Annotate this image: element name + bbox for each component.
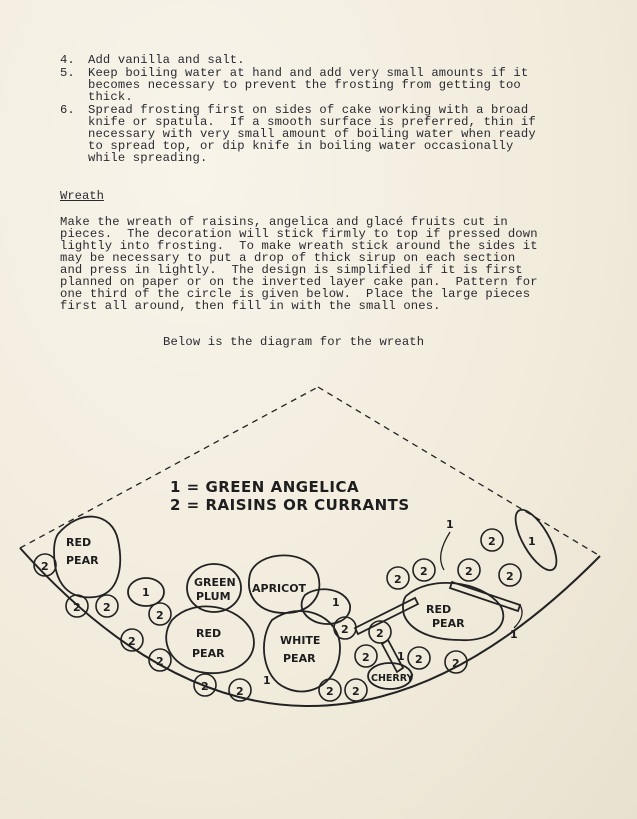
mark-two: 2 [156,655,164,668]
paragraph-line: lightly into frosting. To make wreath stick around the sides it [60,239,538,253]
mark-two: 2 [415,653,423,666]
diagram-caption: Below is the diagram for the wreath [163,335,425,349]
wreath-heading: Wreath [60,189,104,203]
mark-two: 2 [488,535,496,548]
mark-two: 2 [465,565,473,578]
mark-one: 1 [263,674,271,687]
mark-two: 2 [41,560,49,573]
mark-two: 2 [506,570,514,583]
mark-two: 2 [420,565,428,578]
step-line: to spread top, or dip knife in boiling water occasionally [88,139,514,153]
step-line: Spread frosting first on sides of cake working with a broad [88,103,529,117]
white-pear-label: PEAR [283,652,316,665]
mark-two: 2 [156,609,164,622]
mark-two: 2 [394,573,402,586]
legend-line: 2 = RAISINS OR CURRANTS [170,496,410,514]
mark-two: 2 [103,601,111,614]
mark-two: 2 [341,623,349,636]
sector-outline [20,387,600,556]
mark-one: 1 [397,650,405,663]
mark-one: 1 [510,628,518,641]
step-number: 4. [60,53,75,67]
mark-one: 1 [528,535,536,548]
mark-two: 2 [236,685,244,698]
mark-two: 2 [452,657,460,670]
cherry-label: CHERRY [371,673,414,684]
red-pear-left-label: RED [66,536,92,549]
step-line: Add vanilla and salt. [88,53,245,67]
step-line: becomes necessary to prevent the frosting from getting too [88,78,521,92]
step-line: knife or spatula. If a smooth surface is preferred, thin if [88,115,536,129]
legend-line: 1 = GREEN ANGELICA [170,478,360,496]
red-pear-right-shape [403,583,503,640]
angelica-strip-shape [355,598,418,634]
pointer-line [441,532,450,570]
step-line: while spreading. [88,151,208,165]
mark-two: 2 [352,685,360,698]
paragraph-line: first all around, then fill in with the small ones. [60,299,441,313]
paragraph-line: planned on paper or on the inverted layer cake pan. Pattern for [60,275,538,289]
apricot-label: APRICOT [252,582,307,595]
red-pear-left-label: PEAR [66,554,99,567]
step-line: Keep boiling water at hand and add very small amounts if it [88,66,529,80]
step-line: necessary with very small amount of boiling water when ready [88,127,536,141]
paragraph-line: may be necessary to put a drop of thick sirup on each section [60,251,516,265]
red-pear-mid-label: RED [196,627,222,640]
red-pear-right-label: RED [426,603,452,616]
mark-two: 2 [376,627,384,640]
paragraph-line: Make the wreath of raisins, angelica and glacé fruits cut in [60,215,508,229]
paragraph-line: and press in lightly. The design is simplified if it is first [60,263,523,277]
mark-one: 1 [142,586,150,599]
mark-one: 1 [446,518,454,531]
step-number: 6. [60,103,75,117]
green-plum-label: GREEN [194,576,236,589]
red-pear-mid-label: PEAR [192,647,225,660]
mark-two: 2 [326,685,334,698]
step-line: thick. [88,90,133,104]
mark-two: 2 [362,651,370,664]
paragraph-line: pieces. The decoration will stick firmly to top if pressed down [60,227,538,241]
green-plum-label: PLUM [196,590,231,603]
white-pear-label: WHITE [280,634,321,647]
mark-one: 1 [332,596,340,609]
paragraph-line: one third of the circle is given below. Place the large pieces [60,287,531,301]
step-number: 5. [60,66,75,80]
red-pear-right-label: PEAR [432,617,465,630]
mark-two: 2 [201,680,209,693]
mark-two: 2 [128,635,136,648]
mark-two: 2 [73,601,81,614]
